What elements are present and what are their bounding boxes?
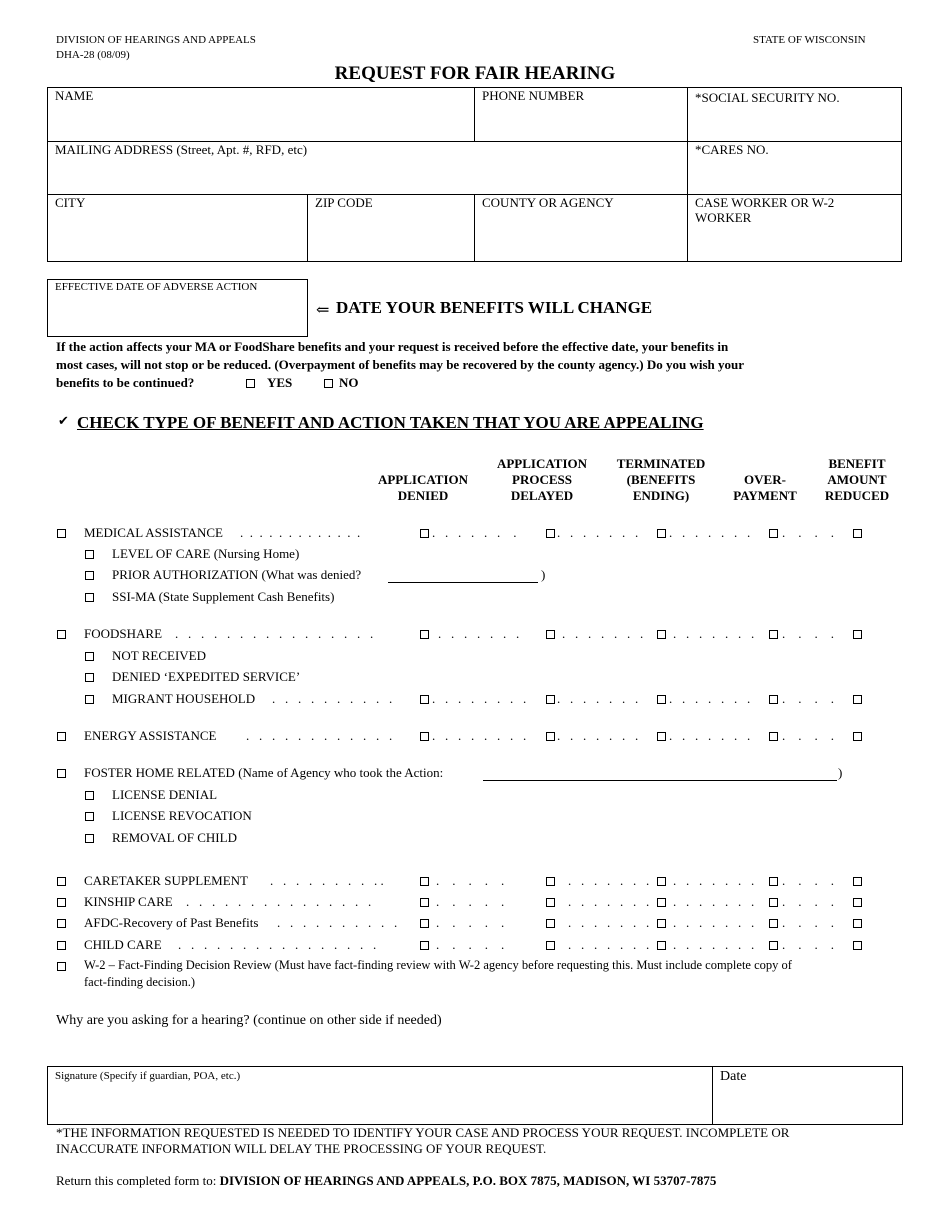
foodshare-denied-checkbox[interactable] (420, 630, 429, 639)
foster-label: FOSTER HOME RELATED (Name of Agency who took the Action: (84, 765, 444, 780)
leader-dots: . . . . . . . . . . . . . . . . (178, 937, 377, 952)
child-care-denied-checkbox[interactable] (420, 941, 429, 950)
name-label: NAME (55, 88, 94, 103)
leader-dots: . . . . . . . . . . . . . (240, 525, 361, 540)
medical-overpayment-checkbox[interactable] (769, 529, 778, 538)
energy-delayed-checkbox[interactable] (546, 732, 555, 741)
leader-dots: . . . . (782, 873, 834, 888)
foodshare-delayed-checkbox[interactable] (546, 630, 555, 639)
col-label: TERMINATED (BENEFITS ENDING) (616, 456, 706, 503)
col-label: BENEFIT AMOUNT REDUCED (824, 456, 890, 503)
license-revocation-label: LICENSE REVOCATION (112, 808, 252, 823)
expedited-label: DENIED ‘EXPEDITED SERVICE’ (112, 669, 301, 684)
leader-dots: . . . . . (436, 873, 505, 888)
not-received-label: NOT RECEIVED (112, 648, 207, 663)
caretaker-checkbox[interactable] (57, 877, 66, 886)
leader-dots: . . . . . . . . . . (270, 873, 384, 888)
afdc-reduced-checkbox[interactable] (853, 919, 862, 928)
col-application-denied (373, 472, 473, 504)
col-overpayment (722, 472, 808, 504)
kinship-overpayment-checkbox[interactable] (769, 898, 778, 907)
foster-checkbox[interactable] (57, 769, 66, 778)
leader-dots: . . . . . . . (557, 525, 639, 540)
state-name: STATE OF WISCONSIN (753, 34, 866, 46)
cares-label: *CARES NO. (695, 142, 769, 157)
return-prefix: Return this completed form to: (56, 1173, 220, 1188)
removal-label: REMOVAL OF CHILD (112, 830, 237, 845)
child-care-terminated-checkbox[interactable] (657, 941, 666, 950)
continuation-paragraph-3: benefits to be continued? (56, 375, 195, 390)
kinship-delayed-checkbox[interactable] (546, 898, 555, 907)
phone-label: PHONE NUMBER (482, 88, 585, 103)
foodshare-reduced-checkbox[interactable] (853, 630, 862, 639)
no-label: NO (339, 375, 359, 390)
afdc-terminated-checkbox[interactable] (657, 919, 666, 928)
cares-cell (687, 141, 902, 195)
child-care-overpayment-checkbox[interactable] (769, 941, 778, 950)
yes-checkbox[interactable] (246, 379, 255, 388)
foodshare-terminated-checkbox[interactable] (657, 630, 666, 639)
leader-dots: . . . . . . . (432, 525, 517, 540)
child-care-reduced-checkbox[interactable] (853, 941, 862, 950)
leader-dots: . . . . . . . (669, 525, 751, 540)
medical-reduced-checkbox[interactable] (853, 529, 862, 538)
ssn-input[interactable] (694, 108, 894, 136)
check-heading: CHECK TYPE OF BENEFIT AND ACTION TAKEN THAT YOU ARE APPEALING (77, 413, 704, 432)
caretaker-delayed-checkbox[interactable] (546, 877, 555, 886)
foster-close: ) (838, 765, 843, 780)
removal-checkbox[interactable] (85, 834, 94, 843)
county-cell (474, 194, 688, 262)
migrant-label: MIGRANT HOUSEHOLD (112, 691, 256, 706)
ssi-ma-checkbox[interactable] (85, 593, 94, 602)
energy-reduced-checkbox[interactable] (853, 732, 862, 741)
energy-denied-checkbox[interactable] (420, 732, 429, 741)
leader-dots: . . . . . . . (562, 626, 644, 641)
afdc-label: AFDC-Recovery of Past Benefits (84, 915, 259, 930)
level-of-care-checkbox[interactable] (85, 550, 94, 559)
leader-dots: . . . . (782, 691, 834, 706)
col-amount-reduced (816, 456, 898, 504)
leader-dots: . . . . . . . . (432, 691, 527, 706)
ssn-label: *SOCIAL SECURITY NO. (695, 90, 840, 105)
leader-dots: . . . . . . . (673, 626, 755, 641)
signature-cell (47, 1066, 713, 1125)
afdc-overpayment-checkbox[interactable] (769, 919, 778, 928)
return-address (56, 1173, 716, 1189)
kinship-label: KINSHIP CARE (84, 894, 173, 909)
caretaker-denied-checkbox[interactable] (420, 877, 429, 886)
date-cell (712, 1066, 903, 1125)
page-title: REQUEST FOR FAIR HEARING (334, 63, 616, 84)
date-input[interactable] (719, 1091, 894, 1119)
yes-label: YES (267, 375, 293, 390)
effective-date-label: EFFECTIVE DATE OF ADVERSE ACTION (55, 281, 258, 293)
child-care-checkbox[interactable] (57, 941, 66, 950)
medical-label: MEDICAL ASSISTANCE (84, 525, 223, 540)
foster-agency-input[interactable] (483, 764, 837, 781)
zip-label: ZIP CODE (315, 195, 373, 210)
energy-label: ENERGY ASSISTANCE (84, 728, 217, 743)
migrant-overpayment-checkbox[interactable] (769, 695, 778, 704)
no-checkbox[interactable] (324, 379, 333, 388)
expedited-checkbox[interactable] (85, 673, 94, 682)
city-input[interactable] (54, 217, 299, 253)
leader-dots: . . . . . . . . . . . . . . . . (175, 626, 374, 641)
city-cell (47, 194, 308, 262)
medical-checkbox[interactable] (57, 529, 66, 538)
address-label: MAILING ADDRESS (Street, Apt. #, RFD, etc) (55, 142, 308, 157)
leader-dots: . . . . . . . . . . (277, 915, 398, 930)
address-cell (47, 141, 688, 195)
benefits-change-notice: DATE YOUR BENEFITS WILL CHANGE (336, 298, 653, 317)
footer-note-2: INACCURATE INFORMATION WILL DELAY THE PROCESSING OF YOUR REQUEST. (56, 1141, 547, 1156)
prior-auth-checkbox[interactable] (85, 571, 94, 580)
kinship-denied-checkbox[interactable] (420, 898, 429, 907)
leader-dots: . . . . . (436, 915, 505, 930)
zip-cell (307, 194, 475, 262)
leader-dots: . . . . (782, 728, 834, 743)
w2-checkbox[interactable] (57, 962, 66, 971)
return-address-bold: DIVISION OF HEARINGS AND APPEALS, P.O. BOX 7875, MADISON, WI 53707-7875 (219, 1173, 717, 1188)
migrant-reduced-checkbox[interactable] (853, 695, 862, 704)
check-mark-icon: ✔ (58, 413, 69, 428)
energy-terminated-checkbox[interactable] (657, 732, 666, 741)
continuation-paragraph-1: If the action affects your MA or FoodShare benefits and your request is received before the effective date, your benefits in (56, 339, 729, 354)
leader-dots: . . . . . . . (673, 894, 755, 909)
caretaker-overpayment-checkbox[interactable] (769, 877, 778, 886)
phone-cell (474, 87, 688, 142)
leader-dots: . . . . . (436, 937, 505, 952)
migrant-terminated-checkbox[interactable] (657, 695, 666, 704)
effective-date-cell (47, 279, 308, 337)
caretaker-label: CARETAKER SUPPLEMENT (84, 873, 248, 888)
leader-dots: . . . . . . . (568, 915, 650, 930)
foodshare-overpayment-checkbox[interactable] (769, 630, 778, 639)
leader-dots: . . . . . . . (438, 626, 520, 641)
leader-dots: . . . . . (436, 894, 505, 909)
caretaker-reduced-checkbox[interactable] (853, 877, 862, 886)
w2-label-2: fact-finding decision.) (84, 975, 196, 989)
leader-dots: . . . . . . . (673, 915, 755, 930)
leader-dots: . . . . . . . . . . (272, 691, 393, 706)
name-input[interactable] (54, 108, 464, 136)
level-of-care-label: LEVEL OF CARE (Nursing Home) (112, 546, 300, 561)
prior-auth-input[interactable] (388, 566, 538, 583)
why-prompt: Why are you asking for a hearing? (continue on other side if needed) (56, 1013, 442, 1028)
medical-denied-checkbox[interactable] (420, 529, 429, 538)
effective-date-input[interactable] (54, 300, 299, 330)
leader-dots: . . . . . . . (568, 937, 650, 952)
city-label: CITY (55, 195, 86, 210)
division-name: DIVISION OF HEARINGS AND APPEALS (56, 34, 256, 46)
date-label: Date (720, 1069, 747, 1084)
col-application-delayed (490, 456, 594, 504)
energy-overpayment-checkbox[interactable] (769, 732, 778, 741)
kinship-checkbox[interactable] (57, 898, 66, 907)
form-id: DHA-28 (08/09) (56, 49, 130, 61)
col-label: OVER- PAYMENT (733, 472, 797, 503)
energy-checkbox[interactable] (57, 732, 66, 741)
phone-input[interactable] (481, 108, 681, 136)
ssn-cell (687, 87, 902, 142)
signature-label: Signature (Specify if guardian, POA, etc.) (55, 1070, 241, 1082)
leader-dots: . . . . . . . (557, 691, 639, 706)
name-cell (47, 87, 475, 142)
migrant-checkbox[interactable] (85, 695, 94, 704)
migrant-delayed-checkbox[interactable] (546, 695, 555, 704)
leader-dots: . . . . (782, 894, 834, 909)
license-revocation-checkbox[interactable] (85, 812, 94, 821)
continuation-paragraph-2: most cases, will not stop or be reduced. (Overpayment of benefits may be recovered by the county agency.) Do you wish your (56, 357, 744, 372)
caseworker-label: CASE WORKER OR W-2 WORKER (695, 195, 835, 225)
license-denial-checkbox[interactable] (85, 791, 94, 800)
kinship-terminated-checkbox[interactable] (657, 898, 666, 907)
afdc-denied-checkbox[interactable] (420, 919, 429, 928)
county-input[interactable] (481, 217, 681, 253)
col-label: APPLICATION DENIED (377, 472, 469, 503)
leader-dots: . . . . . . . . . . . . . . . (186, 894, 372, 909)
foodshare-label: FOODSHARE (84, 626, 163, 641)
migrant-denied-checkbox[interactable] (420, 695, 429, 704)
afdc-checkbox[interactable] (57, 919, 66, 928)
col-terminated (609, 456, 713, 504)
child-care-label: CHILD CARE (84, 937, 162, 952)
footer-note-1: *THE INFORMATION REQUESTED IS NEEDED TO IDENTIFY YOUR CASE AND PROCESS YOUR REQUEST. INCOMPLETE OR (56, 1125, 790, 1140)
afdc-delayed-checkbox[interactable] (546, 919, 555, 928)
caseworker-input[interactable] (694, 231, 894, 255)
leader-dots: . . . . . . . (673, 873, 755, 888)
leader-dots: . . . . . . . (669, 728, 751, 743)
leader-dots: . . . . . . . (568, 894, 650, 909)
license-denial-label: LICENSE DENIAL (112, 787, 218, 802)
leader-dots: . . . . . . . (557, 728, 639, 743)
left-arrow-icon: ⇐ (316, 302, 330, 319)
medical-terminated-checkbox[interactable] (657, 529, 666, 538)
foodshare-checkbox[interactable] (57, 630, 66, 639)
leader-dots: . . . . . . . (673, 937, 755, 952)
col-label: APPLICATION PROCESS DELAYED (496, 456, 588, 503)
leader-dots: . . . . (782, 626, 834, 641)
prior-auth-close: ) (541, 567, 546, 582)
signature-input[interactable] (54, 1089, 704, 1119)
address-input[interactable] (54, 162, 674, 190)
leader-dots: . . . . (782, 937, 834, 952)
not-received-checkbox[interactable] (85, 652, 94, 661)
ssi-ma-label: SSI-MA (State Supplement Cash Benefits) (112, 589, 335, 604)
caretaker-terminated-checkbox[interactable] (657, 877, 666, 886)
child-care-delayed-checkbox[interactable] (546, 941, 555, 950)
leader-dots: . . . . . . . (669, 691, 751, 706)
caseworker-cell (687, 194, 902, 262)
leader-dots: . . . . (782, 525, 834, 540)
zip-input[interactable] (314, 217, 466, 253)
county-label: COUNTY OR AGENCY (482, 195, 614, 210)
leader-dots: . . . . . . . . (432, 728, 527, 743)
prior-auth-label: PRIOR AUTHORIZATION (What was denied? (112, 567, 362, 582)
why-textarea[interactable] (56, 1034, 900, 1064)
leader-dots: . . . . (782, 915, 834, 930)
cares-input[interactable] (694, 162, 894, 190)
leader-dots: . . . . . . . (568, 873, 650, 888)
leader-dots: . . . . . . . . . . . . (246, 728, 393, 743)
w2-label-1: W-2 – Fact-Finding Decision Review (Must have fact-finding review with W-2 agency before requesting this. Must include complete copy of (84, 958, 792, 972)
medical-delayed-checkbox[interactable] (546, 529, 555, 538)
kinship-reduced-checkbox[interactable] (853, 898, 862, 907)
